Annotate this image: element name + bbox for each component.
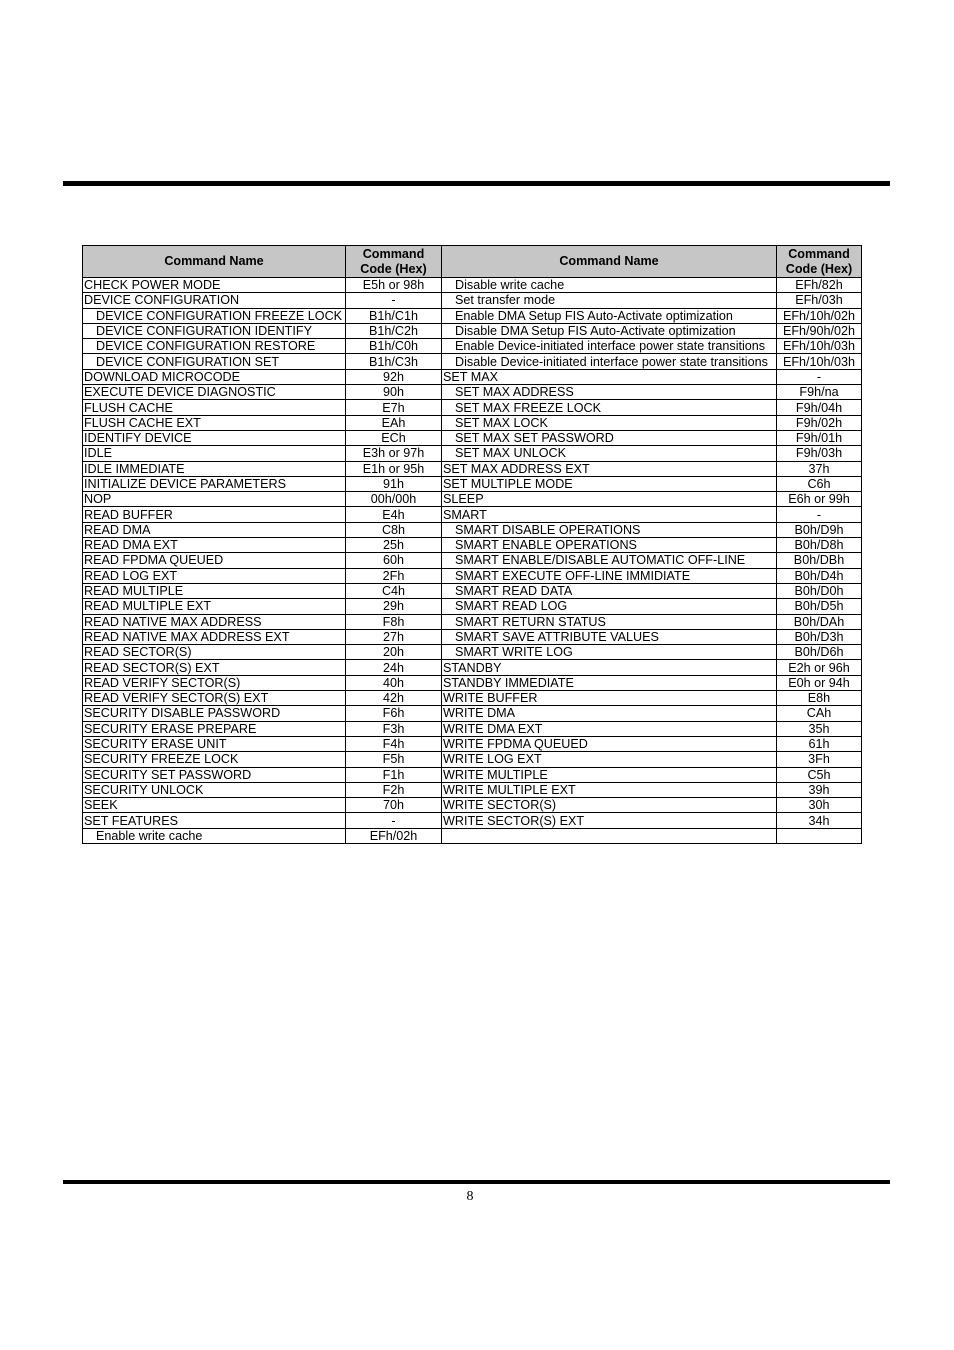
- command-name-cell: WRITE MULTIPLE EXT: [442, 782, 777, 797]
- page-number: 8: [466, 1189, 474, 1204]
- command-name-cell: WRITE DMA EXT: [442, 721, 777, 736]
- table-row: [83, 798, 862, 813]
- command-code-cell: B0h/D6h: [777, 645, 862, 660]
- command-name-cell: READ DMA: [83, 522, 346, 537]
- command-code-cell: F9h/na: [777, 385, 862, 400]
- command-code-cell: ECh: [346, 430, 442, 445]
- command-name-cell: WRITE LOG EXT: [442, 752, 777, 767]
- command-code-cell: F2h: [346, 782, 442, 797]
- command-name-cell: [442, 828, 777, 843]
- command-code-cell: E7h: [346, 400, 442, 415]
- command-name-cell: DOWNLOAD MICROCODE: [83, 369, 346, 384]
- table-row: [83, 430, 862, 445]
- command-name-cell: WRITE SECTOR(S): [442, 798, 777, 813]
- table-row: [83, 614, 862, 629]
- command-name-cell: SMART RETURN STATUS: [442, 614, 777, 629]
- command-code-cell: B0h/D5h: [777, 599, 862, 614]
- command-name-cell: SECURITY FREEZE LOCK: [83, 752, 346, 767]
- command-code-cell: E4h: [346, 507, 442, 522]
- table-row: [83, 660, 862, 675]
- table-row: [83, 415, 862, 430]
- command-code-cell: 37h: [777, 461, 862, 476]
- command-code-cell: E5h or 98h: [346, 278, 442, 293]
- command-code-cell: [777, 828, 862, 843]
- command-code-cell: 3Fh: [777, 752, 862, 767]
- command-name-cell: READ VERIFY SECTOR(S): [83, 675, 346, 690]
- command-name-cell: SET MAX UNLOCK: [442, 446, 777, 461]
- command-name-cell: READ SECTOR(S) EXT: [83, 660, 346, 675]
- table-row: [83, 278, 862, 293]
- command-name-cell: SECURITY DISABLE PASSWORD: [83, 706, 346, 721]
- command-name-cell: STANDBY IMMEDIATE: [442, 675, 777, 690]
- command-name-cell: SMART READ LOG: [442, 599, 777, 614]
- command-name-cell: IDLE IMMEDIATE: [83, 461, 346, 476]
- command-name-cell: IDENTIFY DEVICE: [83, 430, 346, 445]
- command-name-cell: READ FPDMA QUEUED: [83, 553, 346, 568]
- table-row: [83, 507, 862, 522]
- command-name-cell: SMART DISABLE OPERATIONS: [442, 522, 777, 537]
- command-code-cell: C5h: [777, 767, 862, 782]
- command-name-cell: SECURITY SET PASSWORD: [83, 767, 346, 782]
- command-code-cell: F5h: [346, 752, 442, 767]
- command-name-cell: FLUSH CACHE EXT: [83, 415, 346, 430]
- command-code-cell: -: [346, 813, 442, 828]
- table-row: [83, 522, 862, 537]
- command-code-cell: 2Fh: [346, 568, 442, 583]
- table-row: [83, 568, 862, 583]
- command-name-cell: READ DMA EXT: [83, 538, 346, 553]
- table-row: [83, 354, 862, 369]
- command-name-cell: FLUSH CACHE: [83, 400, 346, 415]
- command-name-cell: SECURITY ERASE PREPARE: [83, 721, 346, 736]
- table-row: [83, 782, 862, 797]
- table-row: [83, 721, 862, 736]
- table-row: [83, 645, 862, 660]
- table-row: [83, 553, 862, 568]
- table-row: [83, 752, 862, 767]
- command-name-cell: SET MULTIPLE MODE: [442, 476, 777, 491]
- command-name-cell: WRITE DMA: [442, 706, 777, 721]
- command-code-cell: C4h: [346, 583, 442, 598]
- command-code-cell: F6h: [346, 706, 442, 721]
- command-name-cell: DEVICE CONFIGURATION: [83, 293, 346, 308]
- command-code-cell: B0h/DBh: [777, 553, 862, 568]
- table-row: [83, 400, 862, 415]
- command-table-header: [83, 246, 862, 278]
- table-row: [83, 767, 862, 782]
- table-row: [83, 339, 862, 354]
- command-code-cell: 60h: [346, 553, 442, 568]
- header-rule: [63, 181, 890, 186]
- command-code-cell: -: [777, 507, 862, 522]
- command-code-cell: 20h: [346, 645, 442, 660]
- command-code-cell: 29h: [346, 599, 442, 614]
- table-row: [83, 736, 862, 751]
- command-name-cell: SET MAX FREEZE LOCK: [442, 400, 777, 415]
- command-name-cell: DEVICE CONFIGURATION SET: [83, 354, 346, 369]
- command-name-cell: SET MAX LOCK: [442, 415, 777, 430]
- command-code-cell: EFh/10h/02h: [777, 308, 862, 323]
- header-row: [83, 246, 862, 278]
- command-code-cell: 90h: [346, 385, 442, 400]
- command-code-cell: EFh/10h/03h: [777, 354, 862, 369]
- command-name-cell: SET MAX: [442, 369, 777, 384]
- command-name-cell: Enable Device-initiated interface power state transitions: [442, 339, 777, 354]
- table-row: [83, 675, 862, 690]
- header-command-code-right: Command Code (Hex): [777, 246, 862, 278]
- table-row: [83, 599, 862, 614]
- command-code-cell: 39h: [777, 782, 862, 797]
- command-name-cell: Disable DMA Setup FIS Auto-Activate optimization: [442, 323, 777, 338]
- command-code-cell: 70h: [346, 798, 442, 813]
- command-name-cell: READ VERIFY SECTOR(S) EXT: [83, 691, 346, 706]
- command-name-cell: WRITE BUFFER: [442, 691, 777, 706]
- command-code-cell: 24h: [346, 660, 442, 675]
- command-name-cell: READ MULTIPLE: [83, 583, 346, 598]
- table-row: [83, 446, 862, 461]
- command-code-cell: F4h: [346, 736, 442, 751]
- command-code-cell: C8h: [346, 522, 442, 537]
- command-name-cell: DEVICE CONFIGURATION RESTORE: [83, 339, 346, 354]
- table-row: [83, 538, 862, 553]
- command-code-cell: 42h: [346, 691, 442, 706]
- table-row: [83, 476, 862, 491]
- command-name-cell: SEEK: [83, 798, 346, 813]
- command-code-cell: E0h or 94h: [777, 675, 862, 690]
- command-name-cell: NOP: [83, 492, 346, 507]
- command-name-cell: READ LOG EXT: [83, 568, 346, 583]
- command-name-cell: SMART READ DATA: [442, 583, 777, 598]
- command-code-cell: EAh: [346, 415, 442, 430]
- command-name-cell: READ SECTOR(S): [83, 645, 346, 660]
- command-name-cell: SET MAX ADDRESS EXT: [442, 461, 777, 476]
- table-row: [83, 293, 862, 308]
- command-name-cell: IDLE: [83, 446, 346, 461]
- command-code-cell: B0h/D3h: [777, 629, 862, 644]
- table-row: [83, 492, 862, 507]
- command-name-cell: SMART EXECUTE OFF-LINE IMMIDIATE: [442, 568, 777, 583]
- command-name-cell: SLEEP: [442, 492, 777, 507]
- command-name-cell: STANDBY: [442, 660, 777, 675]
- header-command-name-right: Command Name: [442, 246, 777, 278]
- command-name-cell: CHECK POWER MODE: [83, 278, 346, 293]
- command-name-cell: WRITE SECTOR(S) EXT: [442, 813, 777, 828]
- table-row: [83, 828, 862, 843]
- header-command-name-left: Command Name: [83, 246, 346, 278]
- command-code-cell: B0h/D9h: [777, 522, 862, 537]
- command-code-cell: B0h/D0h: [777, 583, 862, 598]
- command-code-cell: F9h/02h: [777, 415, 862, 430]
- command-code-cell: -: [346, 293, 442, 308]
- command-code-cell: B1h/C1h: [346, 308, 442, 323]
- command-name-cell: INITIALIZE DEVICE PARAMETERS: [83, 476, 346, 491]
- command-name-cell: SECURITY ERASE UNIT: [83, 736, 346, 751]
- footer-rule: [63, 1180, 890, 1184]
- command-code-cell: 25h: [346, 538, 442, 553]
- command-code-cell: 00h/00h: [346, 492, 442, 507]
- command-code-cell: F3h: [346, 721, 442, 736]
- command-name-cell: READ NATIVE MAX ADDRESS EXT: [83, 629, 346, 644]
- command-code-cell: B1h/C3h: [346, 354, 442, 369]
- command-name-cell: EXECUTE DEVICE DIAGNOSTIC: [83, 385, 346, 400]
- command-code-cell: 61h: [777, 736, 862, 751]
- command-code-cell: EFh/02h: [346, 828, 442, 843]
- table-row: [83, 583, 862, 598]
- command-code-cell: 27h: [346, 629, 442, 644]
- command-code-cell: B0h/D4h: [777, 568, 862, 583]
- command-name-cell: WRITE FPDMA QUEUED: [442, 736, 777, 751]
- command-code-cell: EFh/03h: [777, 293, 862, 308]
- command-name-cell: SMART ENABLE OPERATIONS: [442, 538, 777, 553]
- command-code-cell: C6h: [777, 476, 862, 491]
- command-code-cell: E8h: [777, 691, 862, 706]
- command-code-cell: E2h or 96h: [777, 660, 862, 675]
- table-row: [83, 813, 862, 828]
- command-code-cell: F1h: [346, 767, 442, 782]
- table-row: [83, 323, 862, 338]
- header-command-code-left: Command Code (Hex): [346, 246, 442, 278]
- table-row: [83, 706, 862, 721]
- command-code-cell: 30h: [777, 798, 862, 813]
- command-name-cell: READ NATIVE MAX ADDRESS: [83, 614, 346, 629]
- command-code-cell: E6h or 99h: [777, 492, 862, 507]
- command-code-cell: 91h: [346, 476, 442, 491]
- command-table-body: [83, 278, 862, 844]
- table-row: [83, 385, 862, 400]
- command-name-cell: SET MAX SET PASSWORD: [442, 430, 777, 445]
- command-name-cell: WRITE MULTIPLE: [442, 767, 777, 782]
- command-code-cell: B0h/D8h: [777, 538, 862, 553]
- command-code-cell: F8h: [346, 614, 442, 629]
- command-name-cell: Disable Device-initiated interface power state transitions: [442, 354, 777, 369]
- command-name-cell: Disable write cache: [442, 278, 777, 293]
- command-name-cell: DEVICE CONFIGURATION FREEZE LOCK: [83, 308, 346, 323]
- command-code-cell: 40h: [346, 675, 442, 690]
- command-code-cell: E3h or 97h: [346, 446, 442, 461]
- command-code-cell: EFh/82h: [777, 278, 862, 293]
- command-name-cell: SMART ENABLE/DISABLE AUTOMATIC OFF-LINE: [442, 553, 777, 568]
- command-name-cell: DEVICE CONFIGURATION IDENTIFY: [83, 323, 346, 338]
- command-code-cell: 34h: [777, 813, 862, 828]
- command-code-cell: 92h: [346, 369, 442, 384]
- command-name-cell: Enable DMA Setup FIS Auto-Activate optimization: [442, 308, 777, 323]
- command-name-cell: SET MAX ADDRESS: [442, 385, 777, 400]
- command-name-cell: Set transfer mode: [442, 293, 777, 308]
- command-name-cell: READ MULTIPLE EXT: [83, 599, 346, 614]
- table-row: [83, 461, 862, 476]
- command-code-cell: F9h/03h: [777, 446, 862, 461]
- command-code-cell: F9h/04h: [777, 400, 862, 415]
- command-code-cell: -: [777, 369, 862, 384]
- command-code-cell: EFh/90h/02h: [777, 323, 862, 338]
- command-name-cell: SET FEATURES: [83, 813, 346, 828]
- table-row: [83, 629, 862, 644]
- command-code-cell: F9h/01h: [777, 430, 862, 445]
- command-name-cell: SMART WRITE LOG: [442, 645, 777, 660]
- command-name-cell: SECURITY UNLOCK: [83, 782, 346, 797]
- command-name-cell: Enable write cache: [83, 828, 346, 843]
- command-code-cell: CAh: [777, 706, 862, 721]
- command-code-cell: 35h: [777, 721, 862, 736]
- command-code-cell: E1h or 95h: [346, 461, 442, 476]
- command-name-cell: SMART SAVE ATTRIBUTE VALUES: [442, 629, 777, 644]
- table-row: [83, 369, 862, 384]
- command-code-cell: B0h/DAh: [777, 614, 862, 629]
- command-code-cell: EFh/10h/03h: [777, 339, 862, 354]
- table-row: [83, 308, 862, 323]
- table-row: [83, 691, 862, 706]
- command-name-cell: SMART: [442, 507, 777, 522]
- command-name-cell: READ BUFFER: [83, 507, 346, 522]
- command-table: [82, 245, 862, 844]
- command-code-cell: B1h/C2h: [346, 323, 442, 338]
- command-code-cell: B1h/C0h: [346, 339, 442, 354]
